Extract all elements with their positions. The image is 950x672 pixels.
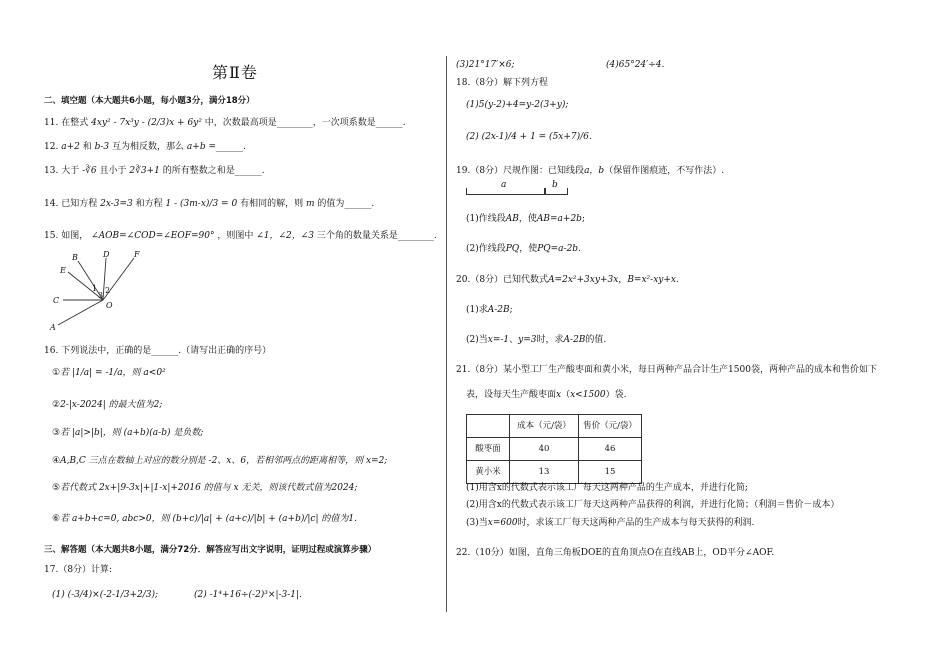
q20-part-1: (1)求A-2B; (466, 305, 513, 315)
q21-line-2: 表，设每天生产酸枣面x（x<1500）袋. (466, 390, 627, 400)
label-D: D (103, 250, 110, 259)
table-row: 黄小米 13 15 (467, 461, 642, 484)
label-angle-1: 1 (92, 284, 98, 293)
section3-heading: 三、解答题（本大题共8小题，满分72分．解答应写出文字说明，证明过程或演算步骤） (44, 545, 377, 555)
q17-part-1: (1) (-3/4)×(-2-1/3+2/3); (52, 590, 159, 600)
label-angle-3: 3 (98, 291, 104, 300)
q21-part-3: (3)当x=600时，求该工厂每天这两种产品的生产成本与每天获得的利润. (466, 518, 755, 528)
q19-part-1: (1)作线段AB，使AB=a+2b; (466, 214, 585, 224)
q16-item-3: ③若 |a|>|b|，则 (a+b)(a-b) 是负数; (52, 428, 204, 438)
segment-a-label: a (501, 180, 507, 190)
label-B: B (72, 253, 78, 262)
cost-price-table (466, 414, 642, 484)
q16-item-4: ④A,B,C 三点在数轴上对应的数分别是 -2、x、6，若相邻两点的距离相等，则 x=2; (52, 456, 388, 466)
question-19: 19.（8分）尺规作图：已知线段a，b（保留作图痕迹，不写作法）. (456, 166, 725, 176)
column-divider (446, 56, 447, 612)
label-E: E (60, 266, 66, 275)
label-C: C (53, 296, 60, 305)
q17-part-3: (3)21°17′×6; (456, 60, 515, 70)
label-A: A (50, 323, 56, 332)
q18-part-1: (1)5(y-2)+4=y-2(3+y); (466, 100, 569, 110)
angle-figure (48, 248, 158, 336)
question-15: 15. 如图， ∠AOB=∠COD=∠EOF=90° ，则图中 ∠1，∠2，∠3 三个角的数量关系是________. (44, 231, 437, 241)
q16-item-2: ②2-|x-2024| 的最大值为2; (52, 400, 163, 410)
q21-part-2: (2)用含x的代数式表示该工厂每天这两种产品获得的利润，并进行化简；（利润＝售价－成本） (466, 500, 840, 510)
question-18: 18.（8分）解下列方程 (456, 78, 549, 88)
q19-part-2: (2)作线段PQ，使PQ=a-2b. (466, 244, 581, 254)
question-21: 21.（8分）某小型工厂生产酸枣面和黄小米，每日两种产品合计生产1500袋，两种产品的成本和售价如下 (456, 365, 877, 375)
label-O: O (106, 301, 113, 310)
q18-part-2: (2) (2x-1)/4 + 1 = (5x+7)/6. (466, 132, 592, 142)
label-F: F (134, 250, 140, 259)
q17-part-4: (4)65°24′÷4. (606, 60, 665, 70)
page-title: 第Ⅱ卷 (212, 63, 258, 82)
q17-part-2: (2) -1⁴+16÷(-2)³×|-3-1|. (194, 590, 302, 600)
question-20: 20.（8分）已知代数式A=2x²+3xy+3x，B=x²-xy+x. (456, 275, 679, 285)
question-14: 14. 已知方程 2x-3=3 和方程 1 - (3m-x)/3 = 0 有相同的解，则 m 的值为______. (44, 199, 375, 209)
label-angle-2: 2 (105, 286, 111, 295)
q16-item-5: ⑤若代数式 2x+|9-3x|+|1-x|+2016 的值与 x 无关，则该代数式值为2024; (52, 483, 358, 493)
table-header-row: 成本（元/袋） 售价（元/袋） (467, 415, 642, 438)
question-22: 22.（10分）如图，直角三角板DOE的直角顶点O在直线AB上，OD平分∠AOF. (456, 548, 775, 558)
question-12: 12. a+2 和 b-3 互为相反数，那么 a+b =______. (44, 142, 246, 152)
section2-heading: 二、填空题（本大题共6小题，每小题3分，满分18分） (44, 96, 255, 106)
q21-part-1: (1)用含x的代数式表示该工厂每天这两种产品的生产成本，并进行化简; (466, 483, 748, 493)
question-16: 16. 下列说法中，正确的是______.（请写出正确的序号） (44, 346, 272, 356)
question-11: 11. 在整式 4xy² - 7x³y - (2/3)x + 6y² 中，次数最高项是________，一次项系数是______. (44, 118, 406, 128)
table-row: 酸枣面 40 46 (467, 438, 642, 461)
segment-b-label: b (552, 180, 558, 190)
q16-item-6: ⑥若 a+b+c=0, abc>0，则 (b+c)/|a| + (a+c)/|b| + (a+b)/|c| 的值为1. (52, 514, 357, 524)
q11-expression: 4xy² - 7x³y - (2/3)x + 6y² (91, 118, 202, 128)
q16-item-1: ①若 |1/a| = -1/a，则 a<0² (52, 368, 166, 378)
question-13: 13. 大于 -∛6 且小于 2∛3+1 的所有整数之和是______. (44, 166, 265, 176)
question-17: 17.（8分）计算: (44, 565, 113, 575)
q20-part-2: (2)当x=-1、y=3时，求A-2B的值. (466, 335, 607, 345)
ray-OA (58, 300, 103, 325)
